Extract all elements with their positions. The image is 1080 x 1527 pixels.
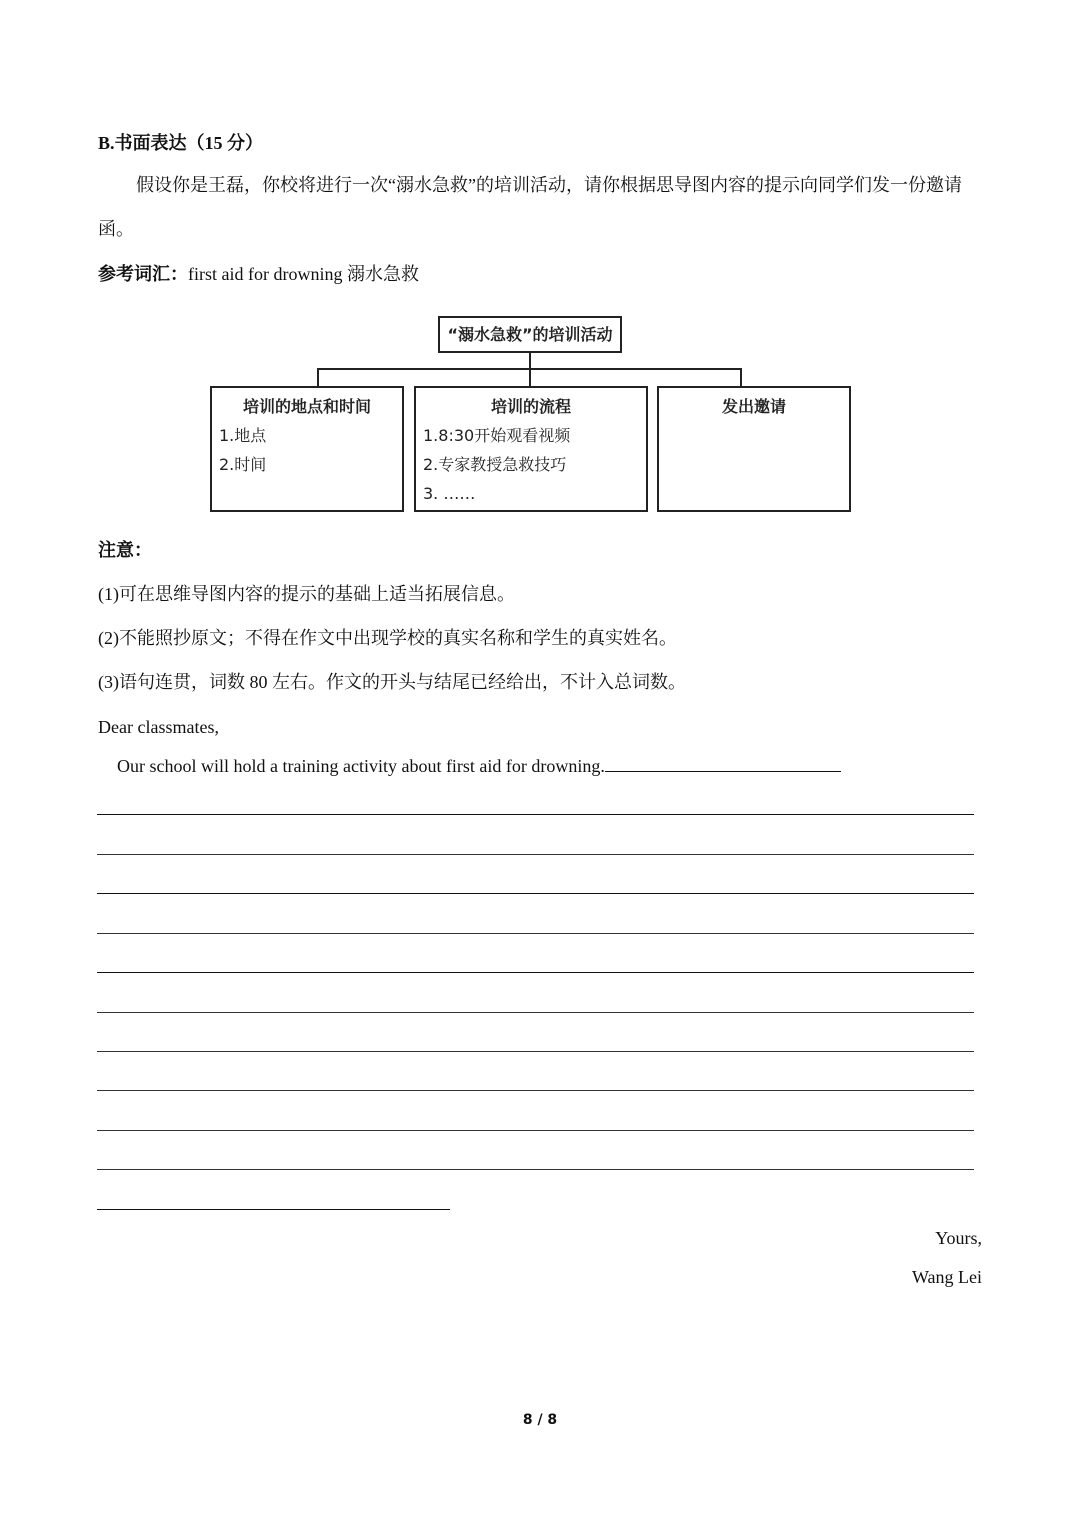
answer-line[interactable]: [97, 1169, 974, 1170]
notice-item: (1)可在思维导图内容的提示的基础上适当拓展信息。: [98, 584, 515, 604]
answer-blank[interactable]: [605, 751, 841, 772]
reference-vocabulary: [98, 252, 419, 296]
letter-signature: Wang Lei: [911, 1267, 982, 1287]
answer-line[interactable]: [97, 854, 974, 855]
opening-sentence: Our school will hold a training activity about first aid for drowning.: [117, 756, 605, 776]
branch-item: 1.地点: [219, 426, 267, 445]
answer-line[interactable]: [97, 1051, 974, 1052]
answer-line[interactable]: [97, 972, 974, 973]
branch-item: 2.专家教授急救技巧: [423, 455, 567, 474]
branch-location-time: [210, 386, 404, 512]
letter-opening: [117, 744, 841, 788]
letter-closing: Yours,: [935, 1228, 982, 1248]
writing-prompt: 假设你是王磊，你校将进行一次“溺水急救”的培训活动，请你根据思导图内容的提示向同学们发一份邀请函。: [98, 175, 962, 239]
branch-item: 1.8:30开始观看视频: [423, 426, 571, 445]
connector-middle: [529, 368, 531, 386]
answer-line-short[interactable]: [97, 1209, 450, 1210]
branch-process: [414, 386, 648, 512]
answer-line[interactable]: [97, 1012, 974, 1013]
connector-left: [317, 368, 319, 386]
branch-title: 发出邀请: [721, 397, 786, 416]
branch-invitation: [657, 386, 851, 512]
notice-item: (2)不能照抄原文；不得在作文中出现学校的真实名称和学生的真实姓名。: [98, 628, 677, 648]
vocab-text: first aid for drowning 溺水急救: [188, 264, 419, 284]
page-number: 8 / 8: [522, 1412, 558, 1428]
branch-item: 3. ……: [423, 484, 476, 503]
answer-line[interactable]: [97, 933, 974, 934]
answer-line[interactable]: [97, 814, 974, 815]
notice-item: (3)语句连贯，词数 80 左右。作文的开头与结尾已经给出，不计入总词数。: [98, 672, 686, 692]
section-title: B.书面表达（15 分）: [98, 133, 264, 153]
branch-item: 2.时间: [219, 455, 267, 474]
connector-vertical-root: [529, 353, 531, 369]
connector-right: [740, 368, 742, 386]
branch-title: 培训的流程: [490, 397, 571, 416]
notice-title: 注意：: [98, 540, 152, 560]
vocab-label: 参考词汇：: [98, 264, 188, 284]
answer-line[interactable]: [97, 1130, 974, 1131]
answer-line[interactable]: [97, 893, 974, 894]
mind-map-root: “溺水急救”的培训活动: [438, 316, 622, 353]
letter-greeting: Dear classmates,: [98, 717, 219, 737]
branch-title: 培训的地点和时间: [242, 397, 371, 416]
answer-line[interactable]: [97, 1090, 974, 1091]
